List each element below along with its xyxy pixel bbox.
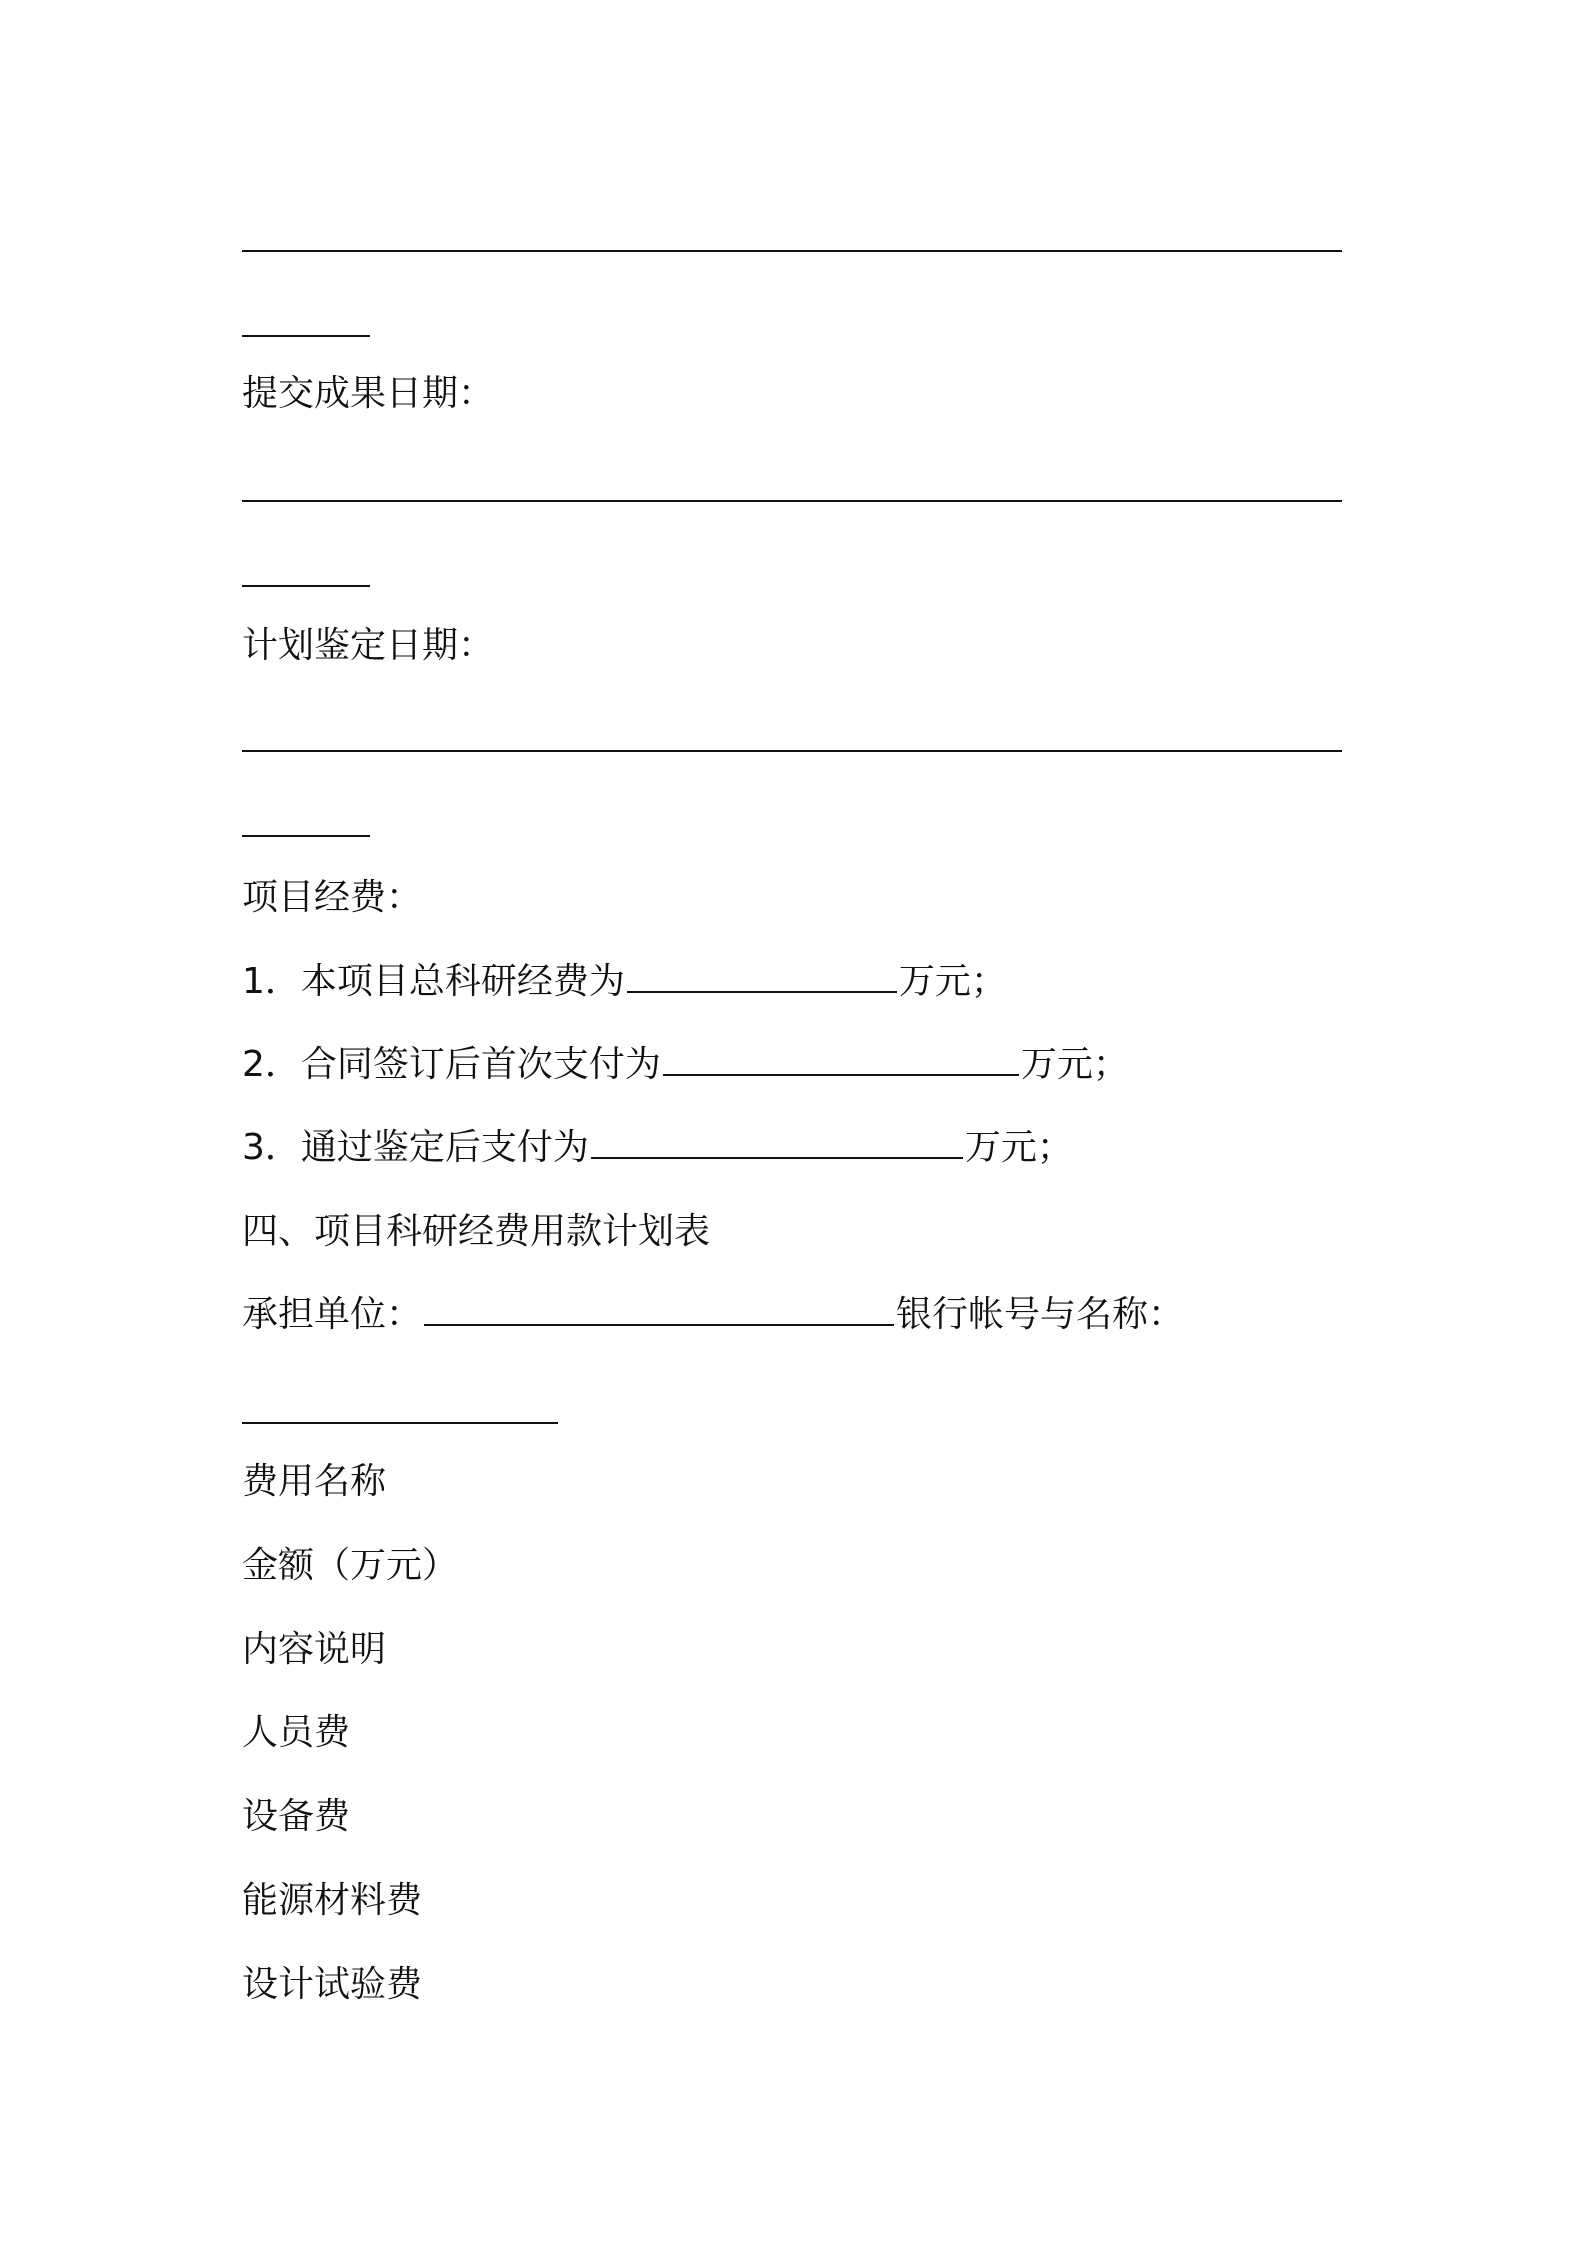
funding-item-unit: 万元； xyxy=(898,961,1007,1002)
table-label-equipment: 设备费 xyxy=(242,1796,351,1837)
table-label-design-testing: 设计试验费 xyxy=(242,1964,423,2005)
funding-item-text: 合同签订后首次支付为 xyxy=(300,1044,661,1085)
bank-account-blank[interactable] xyxy=(242,1422,558,1424)
funding-item-text: 本项目总科研经费为 xyxy=(300,961,625,1002)
submit-date-label: 提交成果日期： xyxy=(242,373,495,414)
blank-line-short[interactable] xyxy=(242,585,370,587)
table-label-energy-materials: 能源材料费 xyxy=(242,1880,423,1921)
table-label-amount: 金额（万元） xyxy=(242,1545,459,1586)
blank-line-long[interactable] xyxy=(242,250,1342,252)
contractor-line xyxy=(242,1293,1184,1337)
funding-item-3 xyxy=(242,1126,1073,1170)
funding-item-number: 1． xyxy=(242,961,301,1002)
appraisal-date-label: 计划鉴定日期： xyxy=(242,625,495,666)
table-label-personnel: 人员费 xyxy=(242,1712,351,1753)
blank-line-long[interactable] xyxy=(242,750,1342,752)
funding-item-unit: 万元； xyxy=(964,1127,1073,1168)
blank-line-short[interactable] xyxy=(242,835,370,837)
funding-item-text: 通过鉴定后支付为 xyxy=(300,1127,589,1168)
funding-heading: 项目经费： xyxy=(242,877,423,918)
section-heading: 四、项目科研经费用款计划表 xyxy=(242,1211,711,1252)
funding-item-number: 2． xyxy=(242,1044,301,1085)
funding-item-number: 3． xyxy=(242,1127,301,1168)
blank-line-long[interactable] xyxy=(242,500,1342,502)
bank-label: 银行帐号与名称： xyxy=(896,1294,1185,1335)
total-funding-blank[interactable] xyxy=(627,961,897,993)
contractor-blank[interactable] xyxy=(424,1294,894,1326)
appraisal-payment-blank[interactable] xyxy=(591,1127,963,1159)
contractor-label: 承担单位： xyxy=(242,1294,423,1335)
funding-item-unit: 万元； xyxy=(1020,1044,1129,1085)
table-label-description: 内容说明 xyxy=(242,1629,387,1670)
first-payment-blank[interactable] xyxy=(663,1044,1019,1076)
table-label-expense-name: 费用名称 xyxy=(242,1461,387,1502)
blank-line-short[interactable] xyxy=(242,335,370,337)
funding-item-2 xyxy=(242,1043,1129,1087)
funding-item-1 xyxy=(242,960,1007,1004)
